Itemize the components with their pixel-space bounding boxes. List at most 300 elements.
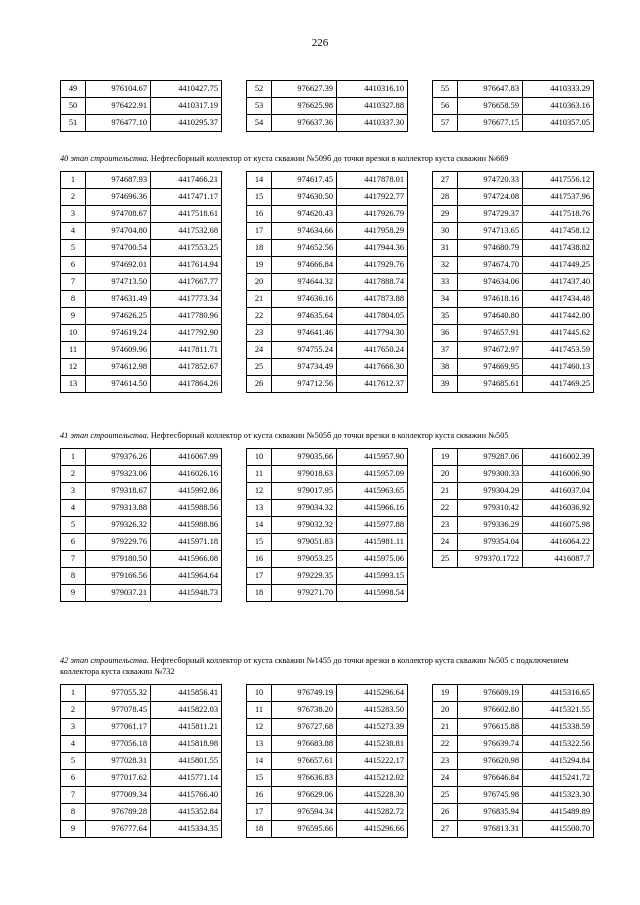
point-number-cell: 35 <box>433 308 458 325</box>
point-number-cell: 27 <box>433 172 458 189</box>
point-number-cell: 3 <box>61 206 86 223</box>
x-coordinate-cell: 979229.76 <box>86 534 151 551</box>
y-coordinate-cell: 4417612.37 <box>337 376 408 393</box>
x-coordinate-cell: 979018.63 <box>272 466 337 483</box>
x-coordinate-cell: 979035.66 <box>272 449 337 466</box>
x-coordinate-cell: 976727.68 <box>272 719 337 736</box>
y-coordinate-cell: 4415992.86 <box>151 483 222 500</box>
section-stage-42 <box>60 655 600 834</box>
y-coordinate-cell: 4417873.88 <box>337 291 408 308</box>
table-row <box>61 274 222 291</box>
point-number-cell: 32 <box>433 257 458 274</box>
table-row <box>247 291 408 308</box>
coordinates-table <box>246 684 408 838</box>
point-number-cell: 24 <box>433 770 458 787</box>
x-coordinate-cell: 976789.28 <box>86 804 151 821</box>
point-number-cell: 31 <box>433 240 458 257</box>
table-row <box>247 551 408 568</box>
table-row <box>61 736 222 753</box>
x-coordinate-cell: 976647.83 <box>458 81 523 98</box>
y-coordinate-cell: 4417944.36 <box>337 240 408 257</box>
point-number-cell: 52 <box>247 81 272 98</box>
x-coordinate-cell: 977055.32 <box>86 685 151 702</box>
x-coordinate-cell: 979229.35 <box>272 568 337 585</box>
table-row <box>433 517 594 534</box>
y-coordinate-cell: 4417878.01 <box>337 172 408 189</box>
point-number-cell: 9 <box>61 821 86 838</box>
section-heading <box>60 655 600 677</box>
x-coordinate-cell: 976646.84 <box>458 770 523 787</box>
point-number-cell: 5 <box>61 517 86 534</box>
y-coordinate-cell: 4417888.74 <box>337 274 408 291</box>
x-coordinate-cell: 976595.66 <box>272 821 337 838</box>
point-number-cell: 3 <box>61 719 86 736</box>
point-number-cell: 23 <box>433 753 458 770</box>
point-number-cell: 4 <box>61 500 86 517</box>
x-coordinate-cell: 979051.83 <box>272 534 337 551</box>
point-number-cell: 15 <box>247 534 272 551</box>
point-number-cell: 1 <box>61 172 86 189</box>
coordinates-table <box>432 448 594 568</box>
y-coordinate-cell: 4417864.26 <box>151 376 222 393</box>
y-coordinate-cell: 4415801.55 <box>151 753 222 770</box>
table-row <box>433 359 594 376</box>
x-coordinate-cell: 979318.67 <box>86 483 151 500</box>
table-row <box>61 115 222 132</box>
x-coordinate-cell: 974617.45 <box>272 172 337 189</box>
table-row <box>433 770 594 787</box>
table-row <box>247 500 408 517</box>
table-row <box>247 719 408 736</box>
y-coordinate-cell: 4415294.84 <box>523 753 594 770</box>
point-number-cell: 13 <box>247 736 272 753</box>
y-coordinate-cell: 4410333.29 <box>523 81 594 98</box>
point-number-cell: 24 <box>247 342 272 359</box>
y-coordinate-cell: 4410427.75 <box>151 81 222 98</box>
table-row <box>247 98 408 115</box>
coordinates-table <box>60 80 222 132</box>
table-row <box>433 223 594 240</box>
x-coordinate-cell: 979271.70 <box>272 585 337 602</box>
y-coordinate-cell: 4410363.16 <box>523 98 594 115</box>
point-number-cell: 27 <box>433 821 458 838</box>
y-coordinate-cell: 4415273.39 <box>337 719 408 736</box>
x-coordinate-cell: 976636.83 <box>272 770 337 787</box>
table-row <box>247 257 408 274</box>
coordinates-table <box>60 448 222 602</box>
point-number-cell: 5 <box>61 240 86 257</box>
point-number-cell: 56 <box>433 98 458 115</box>
table-row <box>61 240 222 257</box>
x-coordinate-cell: 974708.67 <box>86 206 151 223</box>
table-row <box>61 685 222 702</box>
section-heading <box>60 153 600 164</box>
y-coordinate-cell: 4417958.29 <box>337 223 408 240</box>
y-coordinate-cell: 4415856.41 <box>151 685 222 702</box>
y-coordinate-cell: 4417666.30 <box>337 359 408 376</box>
y-coordinate-cell: 4417556.12 <box>523 172 594 189</box>
point-number-cell: 10 <box>247 685 272 702</box>
x-coordinate-cell: 974636.16 <box>272 291 337 308</box>
table-row <box>433 291 594 308</box>
point-number-cell: 18 <box>247 240 272 257</box>
y-coordinate-cell: 4415988.56 <box>151 500 222 517</box>
table-row <box>433 449 594 466</box>
table-row <box>61 98 222 115</box>
x-coordinate-cell: 974713.65 <box>458 223 523 240</box>
point-number-cell: 57 <box>433 115 458 132</box>
y-coordinate-cell: 4417518.61 <box>151 206 222 223</box>
y-coordinate-cell: 4417434.48 <box>523 291 594 308</box>
point-number-cell: 33 <box>433 274 458 291</box>
y-coordinate-cell: 4415964.64 <box>151 568 222 585</box>
point-number-cell: 11 <box>247 702 272 719</box>
y-coordinate-cell: 4410295.37 <box>151 115 222 132</box>
x-coordinate-cell: 979336.29 <box>458 517 523 534</box>
table-row <box>61 821 222 838</box>
x-coordinate-cell: 974712.56 <box>272 376 337 393</box>
y-coordinate-cell: 4410327.88 <box>337 98 408 115</box>
coordinates-table <box>246 171 408 393</box>
y-coordinate-cell: 4417449.25 <box>523 257 594 274</box>
point-number-cell: 12 <box>247 483 272 500</box>
x-coordinate-cell: 974640.80 <box>458 308 523 325</box>
x-coordinate-cell: 976683.88 <box>272 736 337 753</box>
x-coordinate-cell: 976677.15 <box>458 115 523 132</box>
table-row <box>247 189 408 206</box>
y-coordinate-cell: 4415241.72 <box>523 770 594 787</box>
x-coordinate-cell: 976609.19 <box>458 685 523 702</box>
x-coordinate-cell: 979376.26 <box>86 449 151 466</box>
x-coordinate-cell: 974692.01 <box>86 257 151 274</box>
point-number-cell: 4 <box>61 223 86 240</box>
y-coordinate-cell: 4417460.13 <box>523 359 594 376</box>
coordinates-table <box>432 171 594 393</box>
table-row <box>433 172 594 189</box>
table-row <box>433 274 594 291</box>
point-number-cell: 54 <box>247 115 272 132</box>
x-coordinate-cell: 974755.24 <box>272 342 337 359</box>
table-row <box>433 308 594 325</box>
x-coordinate-cell: 974652.56 <box>272 240 337 257</box>
table-row <box>61 753 222 770</box>
table-row <box>61 483 222 500</box>
table-row <box>247 342 408 359</box>
point-number-cell: 21 <box>247 291 272 308</box>
x-coordinate-cell: 979326.32 <box>86 517 151 534</box>
x-coordinate-cell: 979017.95 <box>272 483 337 500</box>
y-coordinate-cell: 4415283.50 <box>337 702 408 719</box>
point-number-cell: 19 <box>247 257 272 274</box>
x-coordinate-cell: 974680.79 <box>458 240 523 257</box>
table-row <box>433 804 594 821</box>
table-row <box>61 291 222 308</box>
point-number-cell: 9 <box>61 308 86 325</box>
x-coordinate-cell: 976749.19 <box>272 685 337 702</box>
table-row <box>247 821 408 838</box>
x-coordinate-cell: 976594.34 <box>272 804 337 821</box>
y-coordinate-cell: 4417811.71 <box>151 342 222 359</box>
table-row <box>61 342 222 359</box>
coordinates-table <box>246 448 408 602</box>
y-coordinate-cell: 4417537.96 <box>523 189 594 206</box>
page-number: 226 <box>311 37 329 49</box>
x-coordinate-cell: 974700.54 <box>86 240 151 257</box>
y-coordinate-cell: 4415228.30 <box>337 787 408 804</box>
point-number-cell: 7 <box>61 551 86 568</box>
x-coordinate-cell: 979180.50 <box>86 551 151 568</box>
point-number-cell: 22 <box>247 308 272 325</box>
x-coordinate-cell: 974687.93 <box>86 172 151 189</box>
table-row <box>433 821 594 838</box>
point-number-cell: 14 <box>247 172 272 189</box>
table-row <box>247 172 408 189</box>
section-continuation <box>60 80 600 130</box>
x-coordinate-cell: 979300.33 <box>458 466 523 483</box>
y-coordinate-cell: 4415334.35 <box>151 821 222 838</box>
x-coordinate-cell: 974724.08 <box>458 189 523 206</box>
x-coordinate-cell: 974720.33 <box>458 172 523 189</box>
table-row <box>433 466 594 483</box>
table-row <box>433 500 594 517</box>
table-row <box>61 359 222 376</box>
table-row <box>61 568 222 585</box>
x-coordinate-cell: 979354.04 <box>458 534 523 551</box>
point-number-cell: 19 <box>433 449 458 466</box>
y-coordinate-cell: 4417532.68 <box>151 223 222 240</box>
x-coordinate-cell: 976738.20 <box>272 702 337 719</box>
point-number-cell: 14 <box>247 753 272 770</box>
y-coordinate-cell: 4415822.03 <box>151 702 222 719</box>
y-coordinate-cell: 4417794.30 <box>337 325 408 342</box>
x-coordinate-cell: 974666.84 <box>272 257 337 274</box>
y-coordinate-cell: 4415321.55 <box>523 702 594 719</box>
table-row <box>433 240 594 257</box>
x-coordinate-cell: 977078.45 <box>86 702 151 719</box>
x-coordinate-cell: 976629.06 <box>272 787 337 804</box>
point-number-cell: 17 <box>247 223 272 240</box>
x-coordinate-cell: 974734.49 <box>272 359 337 376</box>
x-coordinate-cell: 976615.88 <box>458 719 523 736</box>
point-number-cell: 2 <box>61 189 86 206</box>
tables-row <box>60 684 600 834</box>
table-row <box>433 534 594 551</box>
x-coordinate-cell: 974696.36 <box>86 189 151 206</box>
point-number-cell: 37 <box>433 342 458 359</box>
stage-label: 42 этап строительства. <box>60 656 149 665</box>
table-row <box>61 551 222 568</box>
y-coordinate-cell: 4410357.05 <box>523 115 594 132</box>
x-coordinate-cell: 974657.91 <box>458 325 523 342</box>
point-number-cell: 20 <box>433 466 458 483</box>
point-number-cell: 5 <box>61 753 86 770</box>
table-row <box>247 115 408 132</box>
table-row <box>433 376 594 393</box>
y-coordinate-cell: 4417458.12 <box>523 223 594 240</box>
point-number-cell: 16 <box>247 551 272 568</box>
x-coordinate-cell: 974634.66 <box>272 223 337 240</box>
x-coordinate-cell: 976104.67 <box>86 81 151 98</box>
x-coordinate-cell: 974620.43 <box>272 206 337 223</box>
point-number-cell: 17 <box>247 804 272 821</box>
point-number-cell: 53 <box>247 98 272 115</box>
table-row <box>61 376 222 393</box>
x-coordinate-cell: 979313.88 <box>86 500 151 517</box>
y-coordinate-cell: 4417553.25 <box>151 240 222 257</box>
table-row <box>247 770 408 787</box>
y-coordinate-cell: 4417780.96 <box>151 308 222 325</box>
x-coordinate-cell: 974631.49 <box>86 291 151 308</box>
table-row <box>247 449 408 466</box>
y-coordinate-cell: 4417453.59 <box>523 342 594 359</box>
table-row <box>433 787 594 804</box>
y-coordinate-cell: 4415957.09 <box>337 466 408 483</box>
coordinates-table <box>60 171 222 393</box>
x-coordinate-cell: 974729.37 <box>458 206 523 223</box>
point-number-cell: 49 <box>61 81 86 98</box>
table-row <box>247 81 408 98</box>
point-number-cell: 6 <box>61 257 86 274</box>
y-coordinate-cell: 4417926.79 <box>337 206 408 223</box>
x-coordinate-cell: 979034.32 <box>272 500 337 517</box>
y-coordinate-cell: 4415771.14 <box>151 770 222 787</box>
point-number-cell: 24 <box>433 534 458 551</box>
point-number-cell: 38 <box>433 359 458 376</box>
tables-row <box>60 80 600 130</box>
point-number-cell: 10 <box>61 325 86 342</box>
y-coordinate-cell: 4416087.7 <box>523 551 594 568</box>
point-number-cell: 4 <box>61 736 86 753</box>
x-coordinate-cell: 977056.18 <box>86 736 151 753</box>
x-coordinate-cell: 976639.74 <box>458 736 523 753</box>
table-row <box>433 98 594 115</box>
y-coordinate-cell: 4415296.64 <box>337 685 408 702</box>
stage-description: Нефтесборный коллектор от куста скважин №509б до точки врезки в коллектор куста скважин №669 <box>148 154 509 163</box>
y-coordinate-cell: 4415811.21 <box>151 719 222 736</box>
coordinates-table <box>246 80 408 132</box>
table-row <box>247 466 408 483</box>
point-number-cell: 19 <box>433 685 458 702</box>
section-stage-40 <box>60 153 600 386</box>
y-coordinate-cell: 4415981.11 <box>337 534 408 551</box>
y-coordinate-cell: 4410316.10 <box>337 81 408 98</box>
x-coordinate-cell: 976477.10 <box>86 115 151 132</box>
y-coordinate-cell: 4415948.73 <box>151 585 222 602</box>
table-row <box>247 787 408 804</box>
table-row <box>61 223 222 240</box>
point-number-cell: 11 <box>247 466 272 483</box>
x-coordinate-cell: 976627.39 <box>272 81 337 98</box>
point-number-cell: 23 <box>247 325 272 342</box>
y-coordinate-cell: 4415500.70 <box>523 821 594 838</box>
y-coordinate-cell: 4415212.02 <box>337 770 408 787</box>
point-number-cell: 25 <box>433 787 458 804</box>
x-coordinate-cell: 976813.31 <box>458 821 523 838</box>
table-row <box>61 517 222 534</box>
x-coordinate-cell: 974669.95 <box>458 359 523 376</box>
table-row <box>61 189 222 206</box>
x-coordinate-cell: 974713.50 <box>86 274 151 291</box>
y-coordinate-cell: 4417804.05 <box>337 308 408 325</box>
y-coordinate-cell: 4415963.65 <box>337 483 408 500</box>
table-row <box>61 449 222 466</box>
point-number-cell: 26 <box>247 376 272 393</box>
y-coordinate-cell: 4417471.17 <box>151 189 222 206</box>
x-coordinate-cell: 979304.29 <box>458 483 523 500</box>
x-coordinate-cell: 974674.70 <box>458 257 523 274</box>
point-number-cell: 11 <box>61 342 86 359</box>
y-coordinate-cell: 4417469.25 <box>523 376 594 393</box>
table-row <box>433 551 594 568</box>
point-number-cell: 17 <box>247 568 272 585</box>
table-row <box>61 585 222 602</box>
table-row <box>247 240 408 257</box>
table-row <box>61 787 222 804</box>
table-row <box>247 804 408 821</box>
y-coordinate-cell: 4415971.18 <box>151 534 222 551</box>
y-coordinate-cell: 4417922.77 <box>337 189 408 206</box>
y-coordinate-cell: 4417667.77 <box>151 274 222 291</box>
y-coordinate-cell: 4417437.40 <box>523 274 594 291</box>
point-number-cell: 14 <box>247 517 272 534</box>
x-coordinate-cell: 979032.32 <box>272 517 337 534</box>
table-row <box>247 568 408 585</box>
y-coordinate-cell: 4410337.30 <box>337 115 408 132</box>
y-coordinate-cell: 4417445.62 <box>523 325 594 342</box>
x-coordinate-cell: 977028.31 <box>86 753 151 770</box>
y-coordinate-cell: 4415282.72 <box>337 804 408 821</box>
x-coordinate-cell: 979037.21 <box>86 585 151 602</box>
point-number-cell: 16 <box>247 206 272 223</box>
point-number-cell: 6 <box>61 534 86 551</box>
x-coordinate-cell: 976835.94 <box>458 804 523 821</box>
x-coordinate-cell: 974612.98 <box>86 359 151 376</box>
point-number-cell: 39 <box>433 376 458 393</box>
x-coordinate-cell: 974626.25 <box>86 308 151 325</box>
x-coordinate-cell: 976745.98 <box>458 787 523 804</box>
y-coordinate-cell: 4415489.89 <box>523 804 594 821</box>
x-coordinate-cell: 977061.17 <box>86 719 151 736</box>
point-number-cell: 34 <box>433 291 458 308</box>
y-coordinate-cell: 4416002.39 <box>523 449 594 466</box>
table-row <box>247 534 408 551</box>
point-number-cell: 18 <box>247 585 272 602</box>
y-coordinate-cell: 4415316.65 <box>523 685 594 702</box>
x-coordinate-cell: 976602.80 <box>458 702 523 719</box>
point-number-cell: 6 <box>61 770 86 787</box>
y-coordinate-cell: 4417442.00 <box>523 308 594 325</box>
point-number-cell: 1 <box>61 449 86 466</box>
point-number-cell: 25 <box>433 551 458 568</box>
point-number-cell: 21 <box>433 483 458 500</box>
x-coordinate-cell: 974614.50 <box>86 376 151 393</box>
point-number-cell: 26 <box>433 804 458 821</box>
y-coordinate-cell: 4415352.84 <box>151 804 222 821</box>
table-row <box>61 308 222 325</box>
table-row <box>247 517 408 534</box>
point-number-cell: 28 <box>433 189 458 206</box>
x-coordinate-cell: 974635.64 <box>272 308 337 325</box>
table-row <box>61 206 222 223</box>
y-coordinate-cell: 4410317.19 <box>151 98 222 115</box>
table-row <box>247 753 408 770</box>
stage-description: Нефтесборный коллектор от куста скважин №1455 до точки врезки в коллектор куста скважин №505 с подключением коллектора куста скважин №732 <box>60 656 569 676</box>
point-number-cell: 8 <box>61 804 86 821</box>
table-row <box>61 325 222 342</box>
x-coordinate-cell: 979166.56 <box>86 568 151 585</box>
table-row <box>433 81 594 98</box>
y-coordinate-cell: 4415975.06 <box>337 551 408 568</box>
